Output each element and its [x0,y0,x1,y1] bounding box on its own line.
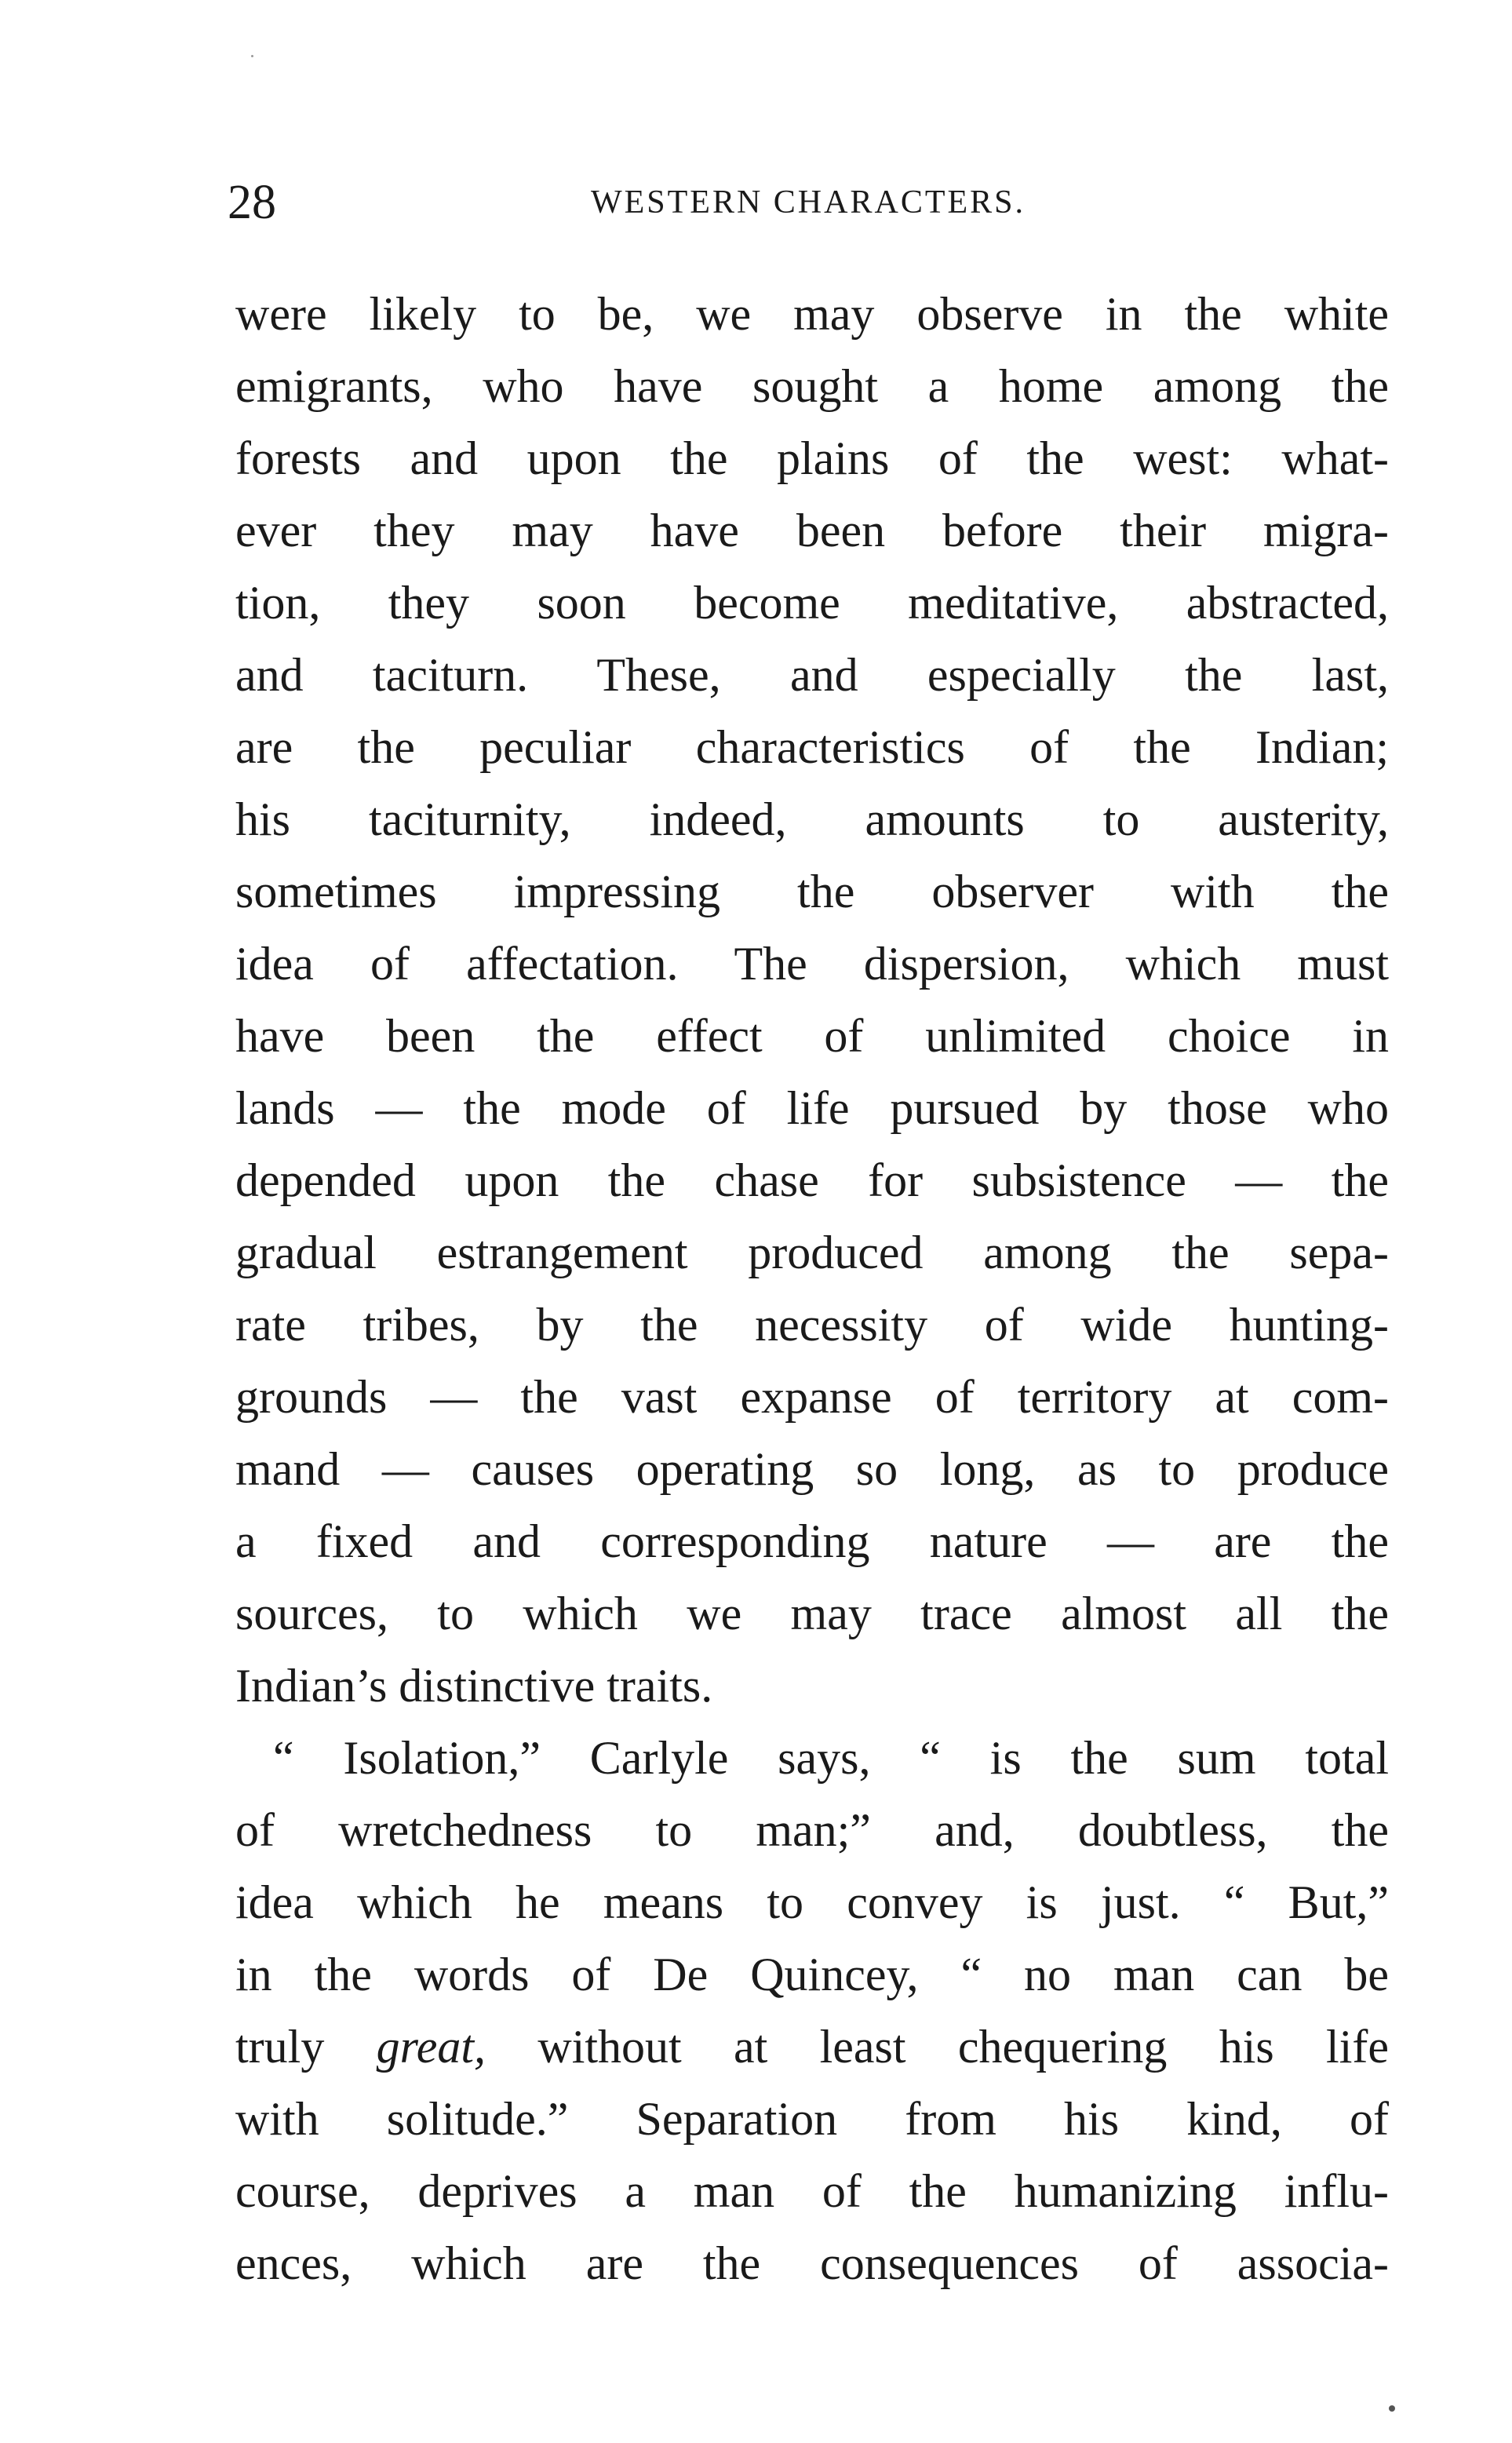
text-line: forests and upon the plains of the west: what- [235,432,1389,484]
text-line: emigrants, who have sought a home among the [235,360,1389,412]
running-title: WESTERN CHARACTERS. [590,184,1026,221]
text-line: sometimes impressing the observer with the [235,866,1389,917]
text-line: have been the effect of unlimited choice in [235,1010,1389,1062]
text-line: “ Isolation,” Carlyle says, “ is the sum total [273,1732,1389,1784]
text-line: lands — the mode of life pursued by those who [235,1082,1389,1134]
text-line: with solitude.” Separation from his kind, of [235,2093,1389,2145]
text-line: in the words of De Quincey, “ no man can be [235,1949,1389,2000]
text-segment: without at least chequering his life [486,2021,1389,2073]
body-text [235,278,1389,2299]
text-line: mand — causes operating so long, as to produce [235,1443,1389,1495]
text-line: course, deprives a man of the humanizing influ- [235,2165,1389,2217]
text-line: rate tribes, by the necessity of wide hunting- [235,1299,1389,1351]
text-line: and taciturn. These, and especially the last, [235,649,1389,701]
text-line: of wretchedness to man;” and, doubtless, the [235,1804,1389,1856]
text-line: his taciturnity, indeed, amounts to austerity, [235,793,1389,845]
text-line: were likely to be, we may observe in the white [235,288,1389,340]
text-line: sources, to which we may trace almost all the [235,1588,1389,1639]
italic-word: great, [376,2021,486,2073]
text-line: a fixed and corresponding nature — are the [235,1515,1389,1567]
text-line: tion, they soon become meditative, abstracted, [235,577,1389,629]
text-line: Indian’s distinctive traits. [235,1660,713,1712]
text-line: ences, which are the consequences of associa- [235,2237,1389,2289]
text-line: idea which he means to convey is just. “ But,” [235,1876,1389,1928]
text-line-with-italic [235,2011,1389,2083]
page-number: 28 [228,176,276,229]
text-line: idea of affectation. The dispersion, which must [235,938,1389,990]
paper-speck [1389,2405,1395,2412]
text-line: are the peculiar characteristics of the Indian; [235,721,1389,773]
text-segment: truly [235,2021,377,2073]
text-line: depended upon the chase for subsistence — the [235,1154,1389,1206]
text-line: gradual estrangement produced among the sepa- [235,1227,1389,1278]
text-line: grounds — the vast expanse of territory at com- [235,1371,1389,1423]
page-header [228,171,1389,234]
paper-speck [251,55,253,57]
text-line: ever they may have been before their migra- [235,505,1389,556]
